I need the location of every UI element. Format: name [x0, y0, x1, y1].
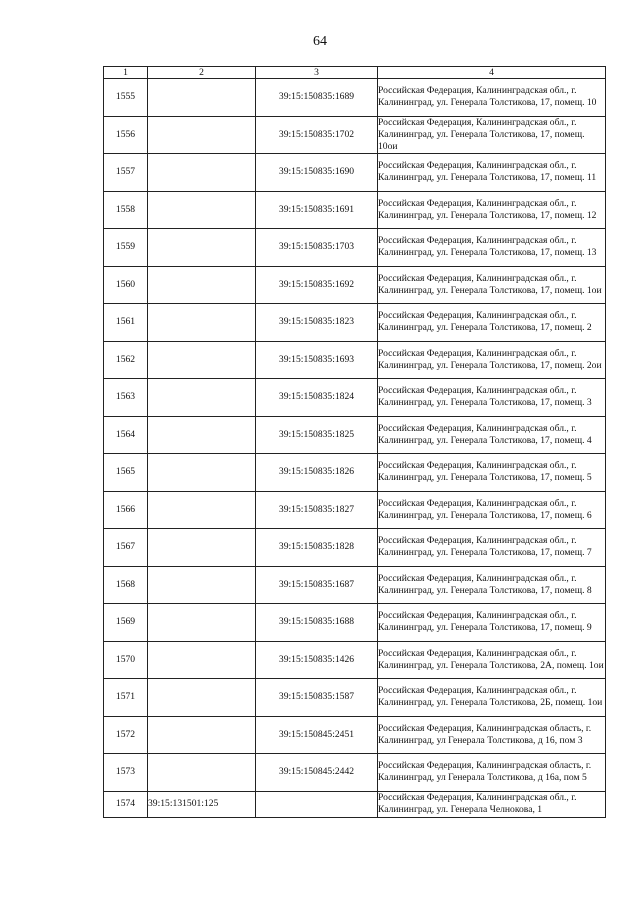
cadastral-number-cell	[148, 229, 256, 267]
table-row	[104, 304, 606, 342]
row-number-cell: 1565	[104, 454, 148, 492]
cadastral-number-cell	[148, 754, 256, 792]
cadastral-number-cell	[148, 491, 256, 529]
table-row	[104, 491, 606, 529]
premises-cadastral-number-cell: 39:15:150835:1825	[256, 416, 378, 454]
table-row	[104, 604, 606, 642]
address-cell: Российская Федерация, Калининградская обл., г. Калининград, ул. Генерала Толстикова, 17, помещ. 5	[378, 454, 606, 492]
premises-cadastral-number-cell: 39:15:150835:1426	[256, 641, 378, 679]
table-row	[104, 641, 606, 679]
address-cell: Российская Федерация, Калининградская обл., г. Калининград, ул. Генерала Толстикова, 17, помещ. 1ои	[378, 266, 606, 304]
table-row	[104, 154, 606, 192]
premises-cadastral-number-cell: 39:15:150835:1691	[256, 191, 378, 229]
address-cell: Российская Федерация, Калининградская обл., г. Калининград, ул. Генерала Толстикова, 17, помещ. 10	[378, 79, 606, 117]
table-row	[104, 679, 606, 717]
cadastral-number-cell	[148, 641, 256, 679]
premises-cadastral-number-cell: 39:15:150835:1828	[256, 529, 378, 567]
table-row	[104, 379, 606, 417]
premises-cadastral-number-cell: 39:15:150835:1827	[256, 491, 378, 529]
row-number-cell: 1573	[104, 754, 148, 792]
table-row	[104, 191, 606, 229]
premises-cadastral-number-cell: 39:15:150835:1688	[256, 604, 378, 642]
address-cell: Российская Федерация, Калининградская обл., г. Калининград, ул. Генерала Толстикова, 17, помещ. 8	[378, 566, 606, 604]
table-header-row	[104, 67, 606, 79]
row-number-cell: 1559	[104, 229, 148, 267]
cadastral-number-cell	[148, 304, 256, 342]
table-row	[104, 341, 606, 379]
premises-cadastral-number-cell: 39:15:150835:1826	[256, 454, 378, 492]
page-number: 64	[313, 34, 327, 49]
cadastral-number-cell	[148, 529, 256, 567]
address-cell: Российская Федерация, Калининградская обл., г. Калининград, ул. Генерала Толстикова, 2Б, помещ. 1ои	[378, 679, 606, 717]
premises-cadastral-number-cell: 39:15:150845:2451	[256, 716, 378, 754]
address-cell: Российская Федерация, Калининградская обл., г. Калининград, ул. Генерала Толстикова, 17, помещ. 11	[378, 154, 606, 192]
cadastral-number-cell	[148, 191, 256, 229]
address-cell: Российская Федерация, Калининградская обл., г. Калининград, ул. Генерала Толстикова, 17, помещ. 10ои	[378, 116, 606, 154]
premises-cadastral-number-cell: 39:15:150835:1692	[256, 266, 378, 304]
address-cell: Российская Федерация, Калининградская обл., г. Калининград, ул. Генерала Толстикова, 2А, помещ. 1ои	[378, 641, 606, 679]
table-row	[104, 116, 606, 154]
address-cell: Российская Федерация, Калининградская область, г. Калининград, ул Генерала Толстикова, д 16, пом 3	[378, 716, 606, 754]
row-number-cell: 1560	[104, 266, 148, 304]
row-number-cell: 1558	[104, 191, 148, 229]
table-row	[104, 79, 606, 117]
premises-cadastral-number-cell: 39:15:150835:1693	[256, 341, 378, 379]
column-header-3: 3	[256, 67, 378, 79]
row-number-cell: 1556	[104, 116, 148, 154]
address-cell: Российская Федерация, Калининградская обл., г. Калининград, ул. Генерала Толстикова, 17, помещ. 13	[378, 229, 606, 267]
row-number-cell: 1566	[104, 491, 148, 529]
cadastral-number-cell	[148, 716, 256, 754]
address-cell: Российская Федерация, Калининградская обл., г. Калининград, ул. Генерала Толстикова, 17, помещ. 7	[378, 529, 606, 567]
premises-cadastral-number-cell: 39:15:150835:1687	[256, 566, 378, 604]
address-cell: Российская Федерация, Калининградская область, г. Калининград, ул Генерала Толстикова, д 16а, пом 5	[378, 754, 606, 792]
row-number-cell: 1557	[104, 154, 148, 192]
table-row	[104, 416, 606, 454]
premises-cadastral-number-cell: 39:15:150835:1703	[256, 229, 378, 267]
premises-cadastral-number-cell	[256, 791, 378, 817]
row-number-cell: 1563	[104, 379, 148, 417]
row-number-cell: 1561	[104, 304, 148, 342]
table-row	[104, 566, 606, 604]
cadastral-number-cell	[148, 604, 256, 642]
address-cell: Российская Федерация, Калининградская обл., г. Калининград, ул. Генерала Толстикова, 17, помещ. 4	[378, 416, 606, 454]
table-row	[104, 791, 606, 817]
cadastral-number-cell	[148, 154, 256, 192]
row-number-cell: 1564	[104, 416, 148, 454]
cadastral-number-cell	[148, 566, 256, 604]
address-cell: Российская Федерация, Калининградская обл., г. Калининград, ул. Генерала Толстикова, 17, помещ. 6	[378, 491, 606, 529]
column-header-1: 1	[104, 67, 148, 79]
address-cell: Российская Федерация, Калининградская обл., г. Калининград, ул. Генерала Толстикова, 17, помещ. 12	[378, 191, 606, 229]
cadastral-number-cell: 39:15:131501:125	[148, 791, 256, 817]
premises-cadastral-number-cell: 39:15:150835:1824	[256, 379, 378, 417]
cadastral-number-cell	[148, 266, 256, 304]
registry-table	[103, 66, 606, 818]
premises-cadastral-number-cell: 39:15:150835:1823	[256, 304, 378, 342]
row-number-cell: 1570	[104, 641, 148, 679]
cadastral-number-cell	[148, 679, 256, 717]
premises-cadastral-number-cell: 39:15:150835:1702	[256, 116, 378, 154]
cadastral-number-cell	[148, 416, 256, 454]
premises-cadastral-number-cell: 39:15:150835:1587	[256, 679, 378, 717]
table-row	[104, 529, 606, 567]
address-cell: Российская Федерация, Калининградская обл., г. Калининград, ул. Генерала Толстикова, 17, помещ. 2ои	[378, 341, 606, 379]
column-header-2: 2	[148, 67, 256, 79]
cadastral-number-cell	[148, 79, 256, 117]
address-cell: Российская Федерация, Калининградская обл., г. Калининград, ул. Генерала Толстикова, 17, помещ. 3	[378, 379, 606, 417]
table-row	[104, 454, 606, 492]
cadastral-number-cell	[148, 454, 256, 492]
row-number-cell: 1555	[104, 79, 148, 117]
address-cell: Российская Федерация, Калининградская обл., г. Калининград, ул. Генерала Толстикова, 17, помещ. 2	[378, 304, 606, 342]
row-number-cell: 1571	[104, 679, 148, 717]
row-number-cell: 1562	[104, 341, 148, 379]
cadastral-number-cell	[148, 116, 256, 154]
premises-cadastral-number-cell: 39:15:150835:1690	[256, 154, 378, 192]
row-number-cell: 1569	[104, 604, 148, 642]
table-row	[104, 716, 606, 754]
cadastral-number-cell	[148, 341, 256, 379]
column-header-4: 4	[378, 67, 606, 79]
premises-cadastral-number-cell: 39:15:150845:2442	[256, 754, 378, 792]
row-number-cell: 1568	[104, 566, 148, 604]
table-row	[104, 266, 606, 304]
row-number-cell: 1574	[104, 791, 148, 817]
table-row	[104, 229, 606, 267]
premises-cadastral-number-cell: 39:15:150835:1689	[256, 79, 378, 117]
row-number-cell: 1567	[104, 529, 148, 567]
address-cell: Российская Федерация, Калининградская обл., г. Калининград, ул. Генерала Толстикова, 17, помещ. 9	[378, 604, 606, 642]
cadastral-number-cell	[148, 379, 256, 417]
table-row	[104, 754, 606, 792]
row-number-cell: 1572	[104, 716, 148, 754]
address-cell: Российская Федерация, Калининградская обл., г. Калининград, ул. Генерала Челнокова, 1	[378, 791, 606, 817]
